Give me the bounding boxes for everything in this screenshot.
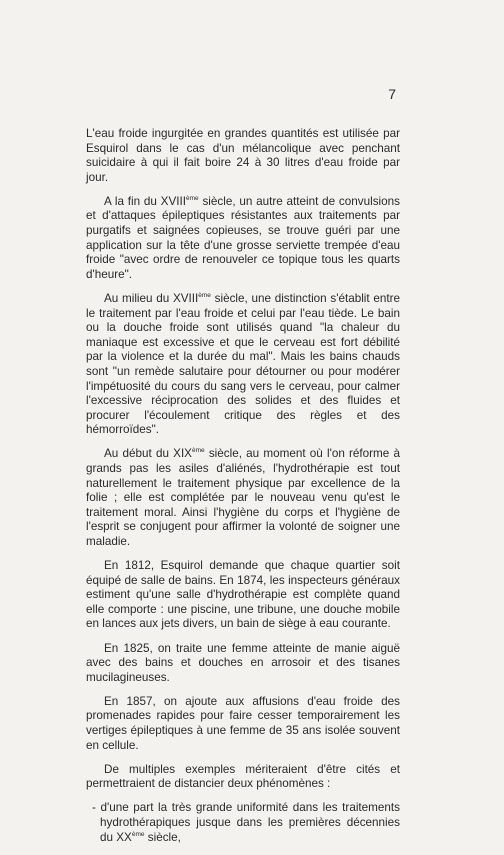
- page-number: 7: [388, 86, 396, 102]
- paragraph-9-start: - d'une part la très grande uniformité dans les traitements hydrothérapiques jusque dans les premières décennies du XX: [92, 801, 400, 844]
- paragraph-4-start: Au début du XIX: [104, 447, 192, 461]
- paragraph-2-start: A la fin du XVIII: [104, 194, 187, 208]
- paragraph-9-end: siècle,: [144, 830, 181, 844]
- paragraph-9: [86, 801, 400, 845]
- paragraph-3-end: siècle, une distinction s'établit entre le traitement par l'eau froide et celui par l'eau tiède. Le bain ou la douche froide sont utilisés quand "la chaleur du maniaque est excessive et que le cerveau est fort débilité par la violence et la durée du mal". Mais les bains chauds sont "un remède salutaire pour détourner ou pour modérer l'impétuosité du cours du sang vers le cerveau, pour calmer l'excessive réciprocation des solides et des fluides et procurer l'écoulement critique des règles et des hémorroïdes".: [86, 291, 400, 437]
- body-text: [86, 127, 400, 855]
- paragraph-8: De multiples exemples mériteraient d'être cités et permettraient de distancier deux phénomènes :: [86, 762, 400, 791]
- paragraph-4-superscript: ème: [191, 447, 205, 455]
- paragraph-4-end: siècle, au moment où l'on réforme à grands pas les asiles d'aliénés, l'hydrothérapie est tout naturellement le traitement physique par excellence de la folie ; elle est complétée par le nouveau venu qu'est le traitement moral. Ainsi l'hygiène du corps et l'hygiène de l'esprit se conjugent pour affirmer la volonté de soigner une maladie.: [86, 447, 400, 548]
- paragraph-1: L'eau froide ingurgitée en grandes quantités est utilisée par Esquirol dans le cas d'un mélancolique avec penchant suicidaire à qui il fait boire 24 à 30 litres d'eau froide par jour.: [86, 127, 400, 184]
- paragraph-4: [86, 447, 400, 549]
- paragraph-3: [86, 292, 400, 438]
- paragraph-7: En 1857, on ajoute aux affusions d'eau froide des promenades rapides pour faire cesser temporairement les vertiges épileptiques à une femme de 35 ans isolée souvent en cellule.: [86, 694, 400, 752]
- paragraph-2: [86, 195, 400, 283]
- paragraph-5: En 1812, Esquirol demande que chaque quartier soit équipé de salle de bains. En 1874, les inspecteurs généraux estiment qu'une salle d'hydrothérapie est complète quand elle comporte : une piscine, une tribune, une douche mobile en lances aux jets divers, un bain de siège à eau courante.: [86, 559, 400, 631]
- paragraph-6: En 1825, on traite une femme atteinte de manie aiguë avec des bains et douches en arrosoir et des tisanes mucilagineuses.: [86, 641, 400, 684]
- paragraph-3-start: Au milieu du XVIII: [104, 291, 199, 305]
- paragraph-3-superscript: ème: [198, 291, 211, 299]
- paragraph-9-superscript: ème: [131, 830, 145, 838]
- paragraph-2-end: siècle, un autre atteint de convulsions et d'attaques épileptiques résistantes aux traitements par purgatifs et saignées copieuses, se trouve guéri par une application sur la tête d'une grosse serviette trempée d'eau froide "avec ordre de renouveler ce topique tous les quarts d'heure".: [86, 194, 400, 281]
- paragraph-2-superscript: ème: [186, 194, 199, 202]
